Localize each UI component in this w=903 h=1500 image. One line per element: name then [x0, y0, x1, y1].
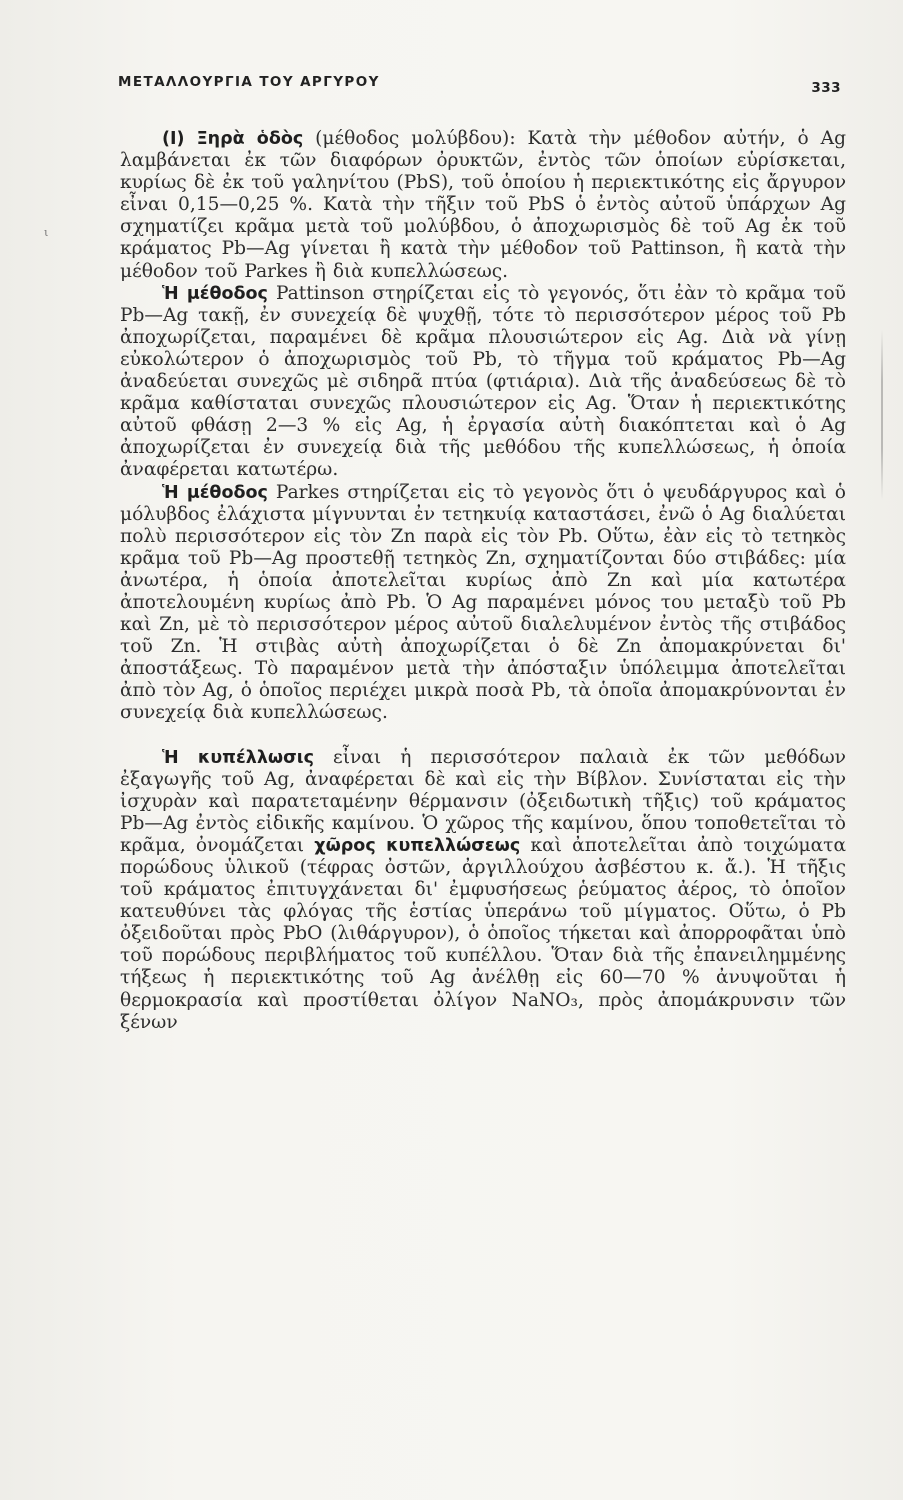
- term-cupellation: Ἡ κυπέλλωσις: [162, 747, 314, 768]
- paragraph-pattinson: [120, 283, 846, 482]
- paragraph-dry-method: [120, 128, 846, 283]
- paragraph-text: καὶ ἀποτελεῖται ἀπὸ τοιχώματα πορώδους ὑλικοῦ (τέφρας ὀστῶν, ἀργιλλούχου ἀσβέστου κ. ἄ.). Ἡ τῆξις τοῦ κράματος ἐπιτυγχάνεται δι' ἐμφυσήσεως ῥεύματος ἀέρος, τὸ ὁποῖον κατευθύνει τὰς φλόγας τῆς ἑστίας ὑπεράνω τοῦ μίγματος. Οὕτω, ὁ Pb ὀξειδοῦται πρὸς PbO (λιθάργυρον), ὁ ὁποῖος τήκεται καὶ ἀπορροφᾶται ὑπὸ τοῦ πορώδους περιβλήματος τοῦ κυπέλλου. Ὅταν διὰ τῆς ἐπανειλημμένης τήξεως ἡ περιεκτικότης τοῦ Ag ἀνέλθῃ εἰς 60—70 % ἀνυψοῦται ἡ θερμοκρασία καὶ προστίθεται ὀλίγον NaNO₃, πρὸς ἀπομάκρυνσιν τῶν ξένων: [120, 834, 847, 1033]
- paragraph-cupellation: [120, 747, 846, 1034]
- term-dry-method: (Ι) Ξηρὰ ὁδὸς: [162, 129, 304, 149]
- page-header: [118, 74, 841, 98]
- running-head: ΜΕΤΑΛΛΟΥΡΓΙΑ ΤΟΥ ΑΡΓΥΡΟΥ: [118, 74, 380, 90]
- paragraph-text: (μέθοδος μολύβδου): Κατὰ τὴν μέθοδον αὐτήν, ὁ Ag λαμβάνεται ἐκ τῶν διαφόρων ὀρυκτῶν, ἐντὸς τῶν ὁποίων εὑρίσκεται, κυρίως δὲ ἐκ τοῦ γαληνίτου (PbS), τοῦ ὁποίου ἡ περιεκτικότης εἰς ἄργυρον εἶναι 0,15—0,25 %. Κατὰ τὴν τῆξιν τοῦ PbS ὁ ἐντὸς αὐτοῦ ὑπάρχων Ag σχηματίζει κρᾶμα μετὰ τοῦ μολύβδου, ὁ ἀποχωρισμὸς δὲ τοῦ Ag ἐκ τοῦ κράματος Pb—Ag γίνεται ἢ κατὰ τὴν μέθοδον τοῦ Pattinson, ἢ κατὰ τὴν μέθοδον τοῦ Parkes ἢ διὰ κυπελλώσεως.: [120, 128, 846, 282]
- page-number: 333: [811, 80, 841, 96]
- paragraph-text: Parkes στηρίζεται εἰς τὸ γεγονὸς ὅτι ὁ ψευδάργυρος καὶ ὁ μόλυβδος ἐλάχιστα μίγνυνται ἐν τετηκυίᾳ καταστάσει, ἐνῶ ὁ Ag διαλύεται πολὺ περισσότερον εἰς τὸν Zn παρὰ εἰς τὸν Pb. Οὕτω, ἐὰν εἰς τὸ τετηκὸς κρᾶμα τοῦ Pb—Ag προστεθῇ τετηκὸς Zn, σχηματίζονται δύο στιβάδες: μία ἀνωτέρα, ἡ ὁποία ἀποτελεῖται κυρίως ἀπὸ Zn καὶ μία κατωτέρα ἀποτελουμένη κυρίως ἀπὸ Pb. Ὁ Ag παραμένει μόνος του μεταξὺ τοῦ Pb καὶ Zn, μὲ τὸ περισσότερον μέρος αὐτοῦ διαλελυμένον ἐντὸς τῆς στιβάδος τοῦ Zn. Ἡ στιβὰς αὐτὴ ἀποχωρίζεται ὁ δὲ Zn ἀπομακρύνεται δι' ἀποστάξεως. Τὸ παραμένον μετὰ τὴν ἀπόσταξιν ὑπόλειμμα ἀποτελεῖται ἀπὸ τὸν Ag, ὁ ὁποῖος περιέχει μικρὰ ποσὰ Pb, τὰ ὁποῖα ἀπομακρύνονται ἐν συνεχείᾳ διὰ κυπελλώσεως.: [120, 481, 846, 724]
- paragraph-text: Pattinson στηρίζεται εἰς τὸ γεγονός, ὅτι ἐὰν τὸ κρᾶμα τοῦ Pb—Ag τακῇ, ἐν συνεχείᾳ δὲ ψυχθῇ, τότε τὸ περισσότερον μέρος τοῦ Pb ἀποχωρίζεται, παραμένει δὲ κρᾶμα πλουσιώτερον εἰς Ag. Διὰ νὰ γίνῃ εὐκολώτερον ὁ ἀποχωρισμὸς τοῦ Pb, τὸ τῆγμα τοῦ κράματος Pb—Ag ἀναδεύεται συνεχῶς μὲ σιδηρᾶ πτύα (φτιάρια). Διὰ τῆς ἀναδεύσεως δὲ τὸ κρᾶμα καθίσταται συνεχῶς πλουσιώτερον εἰς Ag. Ὅταν ἡ περιεκτικότης αὐτοῦ φθάσῃ 2—3 % εἰς Ag, ἡ ἐργασία αὐτὴ διακόπτεται καὶ ὁ Ag ἀποχωρίζεται ἐν συνεχείᾳ διὰ τῆς μεθόδου τῆς κυπελλώσεως, ἡ ὁποία ἀναφέρεται κατωτέρω.: [120, 282, 846, 481]
- paragraph-gap: [120, 725, 846, 747]
- page-edge-shadow: [881, 330, 883, 500]
- term-cupellation-chamber: χῶρος κυπελλώσεως: [314, 835, 521, 856]
- margin-mark: ι: [44, 226, 49, 239]
- paragraph-parkes: [120, 482, 846, 725]
- term-pattinson-method: Ἡ μέθοδος: [162, 283, 268, 304]
- paragraph-text: εἶναι ἡ περισσότερον παλαιὰ ἐκ τῶν μεθόδων ἐξαγωγῆς τοῦ Ag, ἀναφέρεται δὲ καὶ εἰς τὴν Βίβλον. Συνίσταται εἰς τὴν ἰσχυρὰν καὶ παρατεταμένην θέρμανσιν (ὀξειδωτικὴ τῆξις) τοῦ κράματος Pb—Ag ἐντὸς εἰδικῆς καμίνου. Ὁ χῶρος τῆς καμίνου, ὅπου τοποθετεῖται τὸ κρᾶμα, ὀνομάζεται: [120, 746, 846, 856]
- term-parkes-method: Ἡ μέθοδος: [162, 482, 268, 503]
- body-text: [120, 128, 846, 1034]
